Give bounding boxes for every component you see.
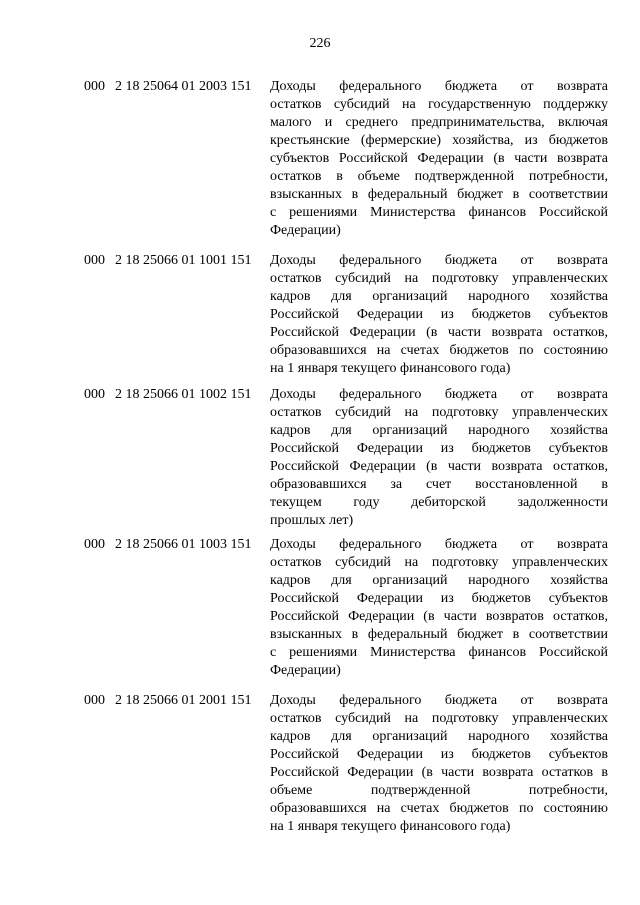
description-line: взысканных в федеральный бюджет в соответствии bbox=[270, 187, 608, 202]
description-line: кадров для организаций народного хозяйства bbox=[270, 423, 608, 438]
description-line: объеме подтвержденной потребности, bbox=[270, 783, 608, 798]
description-line: кадров для организаций народного хозяйства bbox=[270, 573, 608, 588]
description-line: кадров для организаций народного хозяйства bbox=[270, 729, 608, 744]
description-line: с решениями Министерства финансов Российской bbox=[270, 645, 608, 660]
description-line: остатков в объеме подтвержденной потребности, bbox=[270, 169, 608, 184]
income-description bbox=[270, 386, 608, 530]
description-line: Федерации) bbox=[270, 663, 341, 678]
description-line: крестьянские (фермерские) хозяйства, из бюджетов bbox=[270, 133, 608, 148]
description-line: Федерации) bbox=[270, 223, 341, 238]
income-description bbox=[270, 692, 608, 836]
admin-code: 000 bbox=[84, 253, 105, 268]
admin-code: 000 bbox=[84, 387, 105, 402]
description-line: текущем году дебиторской задолженности bbox=[270, 495, 608, 510]
page-number: 226 bbox=[309, 36, 331, 51]
description-line: Доходы федерального бюджета от возврата bbox=[270, 253, 608, 268]
income-description bbox=[270, 536, 608, 680]
description-line: остатков субсидий на подготовку управленческих bbox=[270, 271, 608, 286]
description-line: образовавшихся за счет восстановленной в bbox=[270, 477, 608, 492]
description-line: взысканных в федеральный бюджет в соответствии bbox=[270, 627, 608, 642]
description-line: Российской Федерации из бюджетов субъектов bbox=[270, 747, 608, 762]
description-line: с решениями Министерства финансов Российской bbox=[270, 205, 608, 220]
income-code: 2 18 25066 01 1001 151 bbox=[115, 253, 252, 268]
list-item bbox=[84, 386, 608, 530]
income-code: 2 18 25066 01 1003 151 bbox=[115, 537, 252, 552]
description-line: кадров для организаций народного хозяйства bbox=[270, 289, 608, 304]
description-line: остатков субсидий на государственную поддержку bbox=[270, 97, 608, 112]
description-line: Российской Федерации (в части возврата остатков в bbox=[270, 765, 608, 780]
description-line: Доходы федерального бюджета от возврата bbox=[270, 693, 608, 708]
description-line: Российской Федерации (в части возврата остатков, bbox=[270, 325, 608, 340]
description-line: прошлых лет) bbox=[270, 513, 354, 528]
description-line: образовавшихся на счетах бюджетов по состоянию bbox=[270, 343, 608, 358]
income-code: 2 18 25066 01 2001 151 bbox=[115, 693, 252, 708]
description-line: остатков субсидий на подготовку управленческих bbox=[270, 405, 608, 420]
description-line: субъектов Российской Федерации (в части возврата bbox=[270, 151, 608, 166]
admin-code: 000 bbox=[84, 693, 105, 708]
income-description bbox=[270, 78, 608, 240]
income-description bbox=[270, 252, 608, 378]
admin-code: 000 bbox=[84, 79, 105, 94]
description-line: остатков субсидий на подготовку управленческих bbox=[270, 711, 608, 726]
description-line: образовавшихся на счетах бюджетов по состоянию bbox=[270, 801, 608, 816]
description-line: Российской Федерации из бюджетов субъектов bbox=[270, 441, 608, 456]
description-line: Российской Федерации (в части возвратов остатков, bbox=[270, 609, 608, 624]
list-item bbox=[84, 536, 608, 684]
description-line: Доходы федерального бюджета от возврата bbox=[270, 79, 608, 94]
admin-code: 000 bbox=[84, 537, 105, 552]
income-code: 2 18 25066 01 1002 151 bbox=[115, 387, 252, 402]
description-line: Доходы федерального бюджета от возврата bbox=[270, 537, 608, 552]
description-line: Доходы федерального бюджета от возврата bbox=[270, 387, 608, 402]
description-line: малого и среднего предпринимательства, включая bbox=[270, 115, 608, 130]
list-item bbox=[84, 78, 608, 244]
description-line: Российской Федерации из бюджетов субъектов bbox=[270, 307, 608, 322]
description-line: остатков субсидий на подготовку управленческих bbox=[270, 555, 608, 570]
description-line: на 1 января текущего финансового года) bbox=[270, 819, 511, 834]
income-code: 2 18 25064 01 2003 151 bbox=[115, 79, 252, 94]
description-line: Российской Федерации из бюджетов субъектов bbox=[270, 591, 608, 606]
list-item bbox=[84, 692, 608, 842]
income-code-list bbox=[84, 78, 608, 843]
description-line: Российской Федерации (в части возврата остатков, bbox=[270, 459, 608, 474]
list-item bbox=[84, 252, 608, 380]
description-line: на 1 января текущего финансового года) bbox=[270, 361, 511, 376]
